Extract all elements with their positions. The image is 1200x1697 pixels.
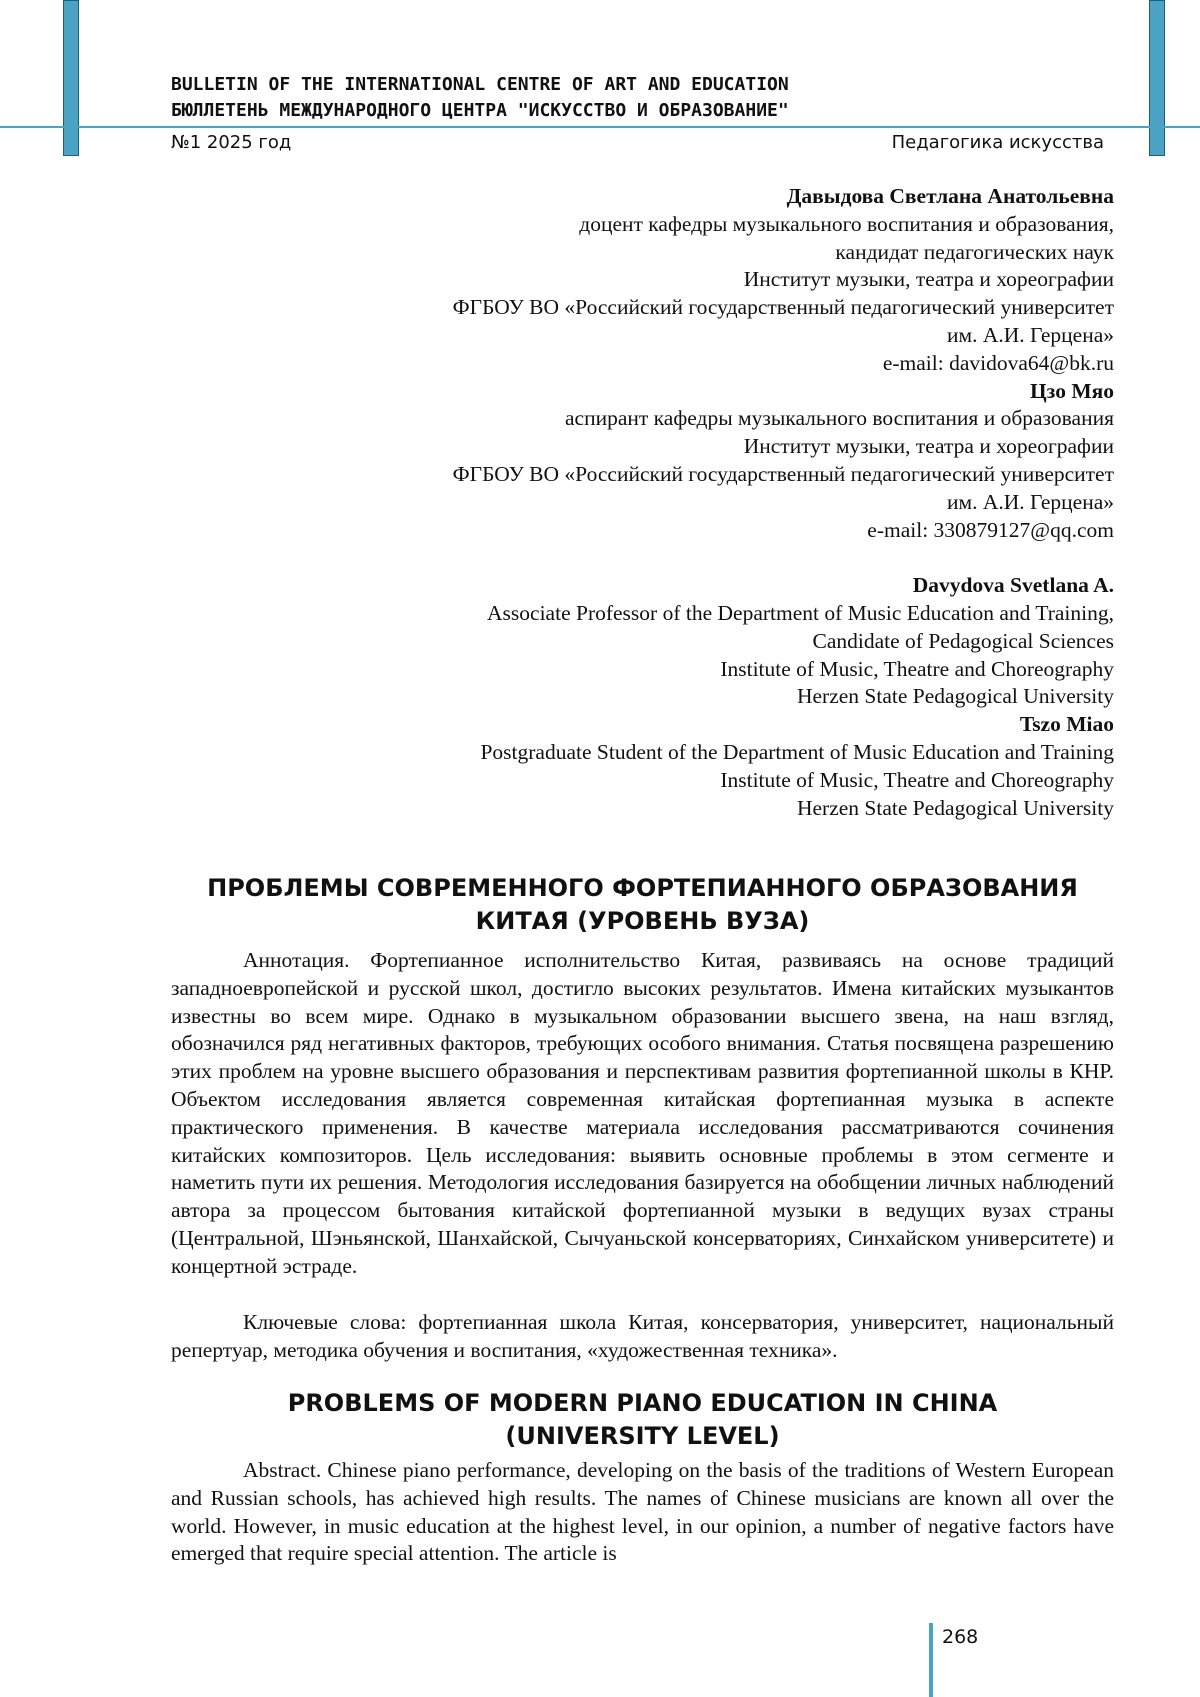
author-1-institute-ru: Институт музыки, театра и хореографии <box>743 267 1114 292</box>
abstract-ru: Аннотация. Фортепианное исполнительство Китая, развиваясь на основе традиций западноевропейской и русской школ, достигло высоких результатов. Имена китайских музыкантов известны во всем мире. Однако в музыкальном образовании высшего звена, на наш взгляд, обозначился ряд негативных факторов, требующих особого внимания. Статья посвящена разрешению этих проблем на уровне высшего образования и перспективам развития фортепианной школы в КНР. Объектом исследования является современная китайская фортепианная музыка в аспекте практического применения. В качестве материала исследования рассматриваются сочинения китайских композиторов. Цель исследования: выявить основные проблемы в этом сегменте и наметить пути их решения. Методология исследования базируется на обобщении личных наблюдений автора за процессом бытования китайской фортепианной музыки в ведущих вузах страны (Центральной, Шэньянской, Шанхайской, Сычуаньской консерваториях, Синхайском университете) и концертной эстраде. <box>171 948 1114 1278</box>
author-2-name-en: Tszo Miao <box>1019 712 1114 737</box>
header-left-decor-bar <box>63 0 79 156</box>
article-title-ru-line-2: КИТАЯ (УРОВЕНЬ ВУЗА) <box>475 907 810 935</box>
author-1-university-ru: ФГБОУ ВО «Российский государственный педагогический университет <box>452 295 1114 320</box>
section-label: Педагогика искусства <box>891 132 1104 153</box>
author-2-name-ru: Цзо Мяо <box>1029 378 1114 403</box>
header-rule <box>0 126 1200 128</box>
author-1-name-en: Davydova Svetlana A. <box>912 573 1114 598</box>
author-1-name-ru: Давыдова Светлана Анатольевна <box>786 184 1114 208</box>
author-1-institute-en: Institute of Music, Theatre and Choreography <box>720 656 1114 681</box>
page-number-rule <box>929 1623 933 1697</box>
author-2-university-en: Herzen State Pedagogical University <box>796 795 1114 820</box>
author-2-university-ru-cont: им. А.И. Герцена» <box>947 489 1114 514</box>
author-2-institute-ru: Институт музыки, театра и хореографии <box>743 434 1114 459</box>
keywords-ru: Ключевые слова: фортепианная школа Китая, консерватория, университет, национальный репертуар, методика обучения и воспитания, «художественная техника». <box>171 1310 1114 1362</box>
author-2-position-ru: аспирант кафедры музыкального воспитания и образования <box>565 406 1114 431</box>
abstract-en: Abstract. Chinese piano performance, developing on the basis of the traditions of Western European and Russian schools, has achieved high results. The names of Chinese musicians are known all over the world. However, in music education at the highest level, in our opinion, a number of negative factors have emerged that require special attention. The article is <box>171 1458 1114 1566</box>
author-block <box>214 183 1114 822</box>
article-title-en <box>171 1387 1114 1453</box>
page-number: 268 <box>942 1626 979 1648</box>
journal-title-ru: БЮЛЛЕТЕНЬ МЕЖДУНАРОДНОГО ЦЕНТРА "ИСКУССТВО И ОБРАЗОВАНИЕ" <box>171 100 789 121</box>
author-2-email: e-mail: 330879127@qq.com <box>867 517 1114 542</box>
author-2-position-en: Postgraduate Student of the Department of Music Education and Training <box>480 739 1114 764</box>
author-1-position-en: Associate Professor of the Department of Music Education and Training, <box>487 600 1114 625</box>
author-1-position-ru: доцент кафедры музыкального воспитания и образования, <box>579 211 1114 236</box>
journal-title-en: BULLETIN OF THE INTERNATIONAL CENTRE OF ART AND EDUCATION <box>171 74 789 95</box>
author-1-degree-ru: кандидат педагогических наук <box>835 239 1114 264</box>
author-1-university-en: Herzen State Pedagogical University <box>796 684 1114 709</box>
header-right-decor-bar <box>1149 0 1165 156</box>
article-title-ru <box>171 872 1114 938</box>
issue-label: №1 2025 год <box>171 132 292 153</box>
author-2-university-ru: ФГБОУ ВО «Российский государственный педагогический университет <box>452 461 1114 486</box>
article-title-en-line-2: (UNIVERSITY LEVEL) <box>505 1422 780 1450</box>
author-block-spacer <box>214 544 1114 572</box>
author-1-university-ru-cont: им. А.И. Герцена» <box>947 322 1114 347</box>
article-title-en-line-1: PROBLEMS OF MODERN PIANO EDUCATION IN CHINA <box>287 1389 998 1417</box>
article-title-ru-line-1: ПРОБЛЕМЫ СОВРЕМЕННОГО ФОРТЕПИАННОГО ОБРАЗОВАНИЯ <box>207 874 1078 902</box>
author-1-degree-en: Candidate of Pedagogical Sciences <box>812 628 1114 653</box>
author-2-institute-en: Institute of Music, Theatre and Choreography <box>720 767 1114 792</box>
author-1-email: e-mail: davidova64@bk.ru <box>882 350 1114 375</box>
